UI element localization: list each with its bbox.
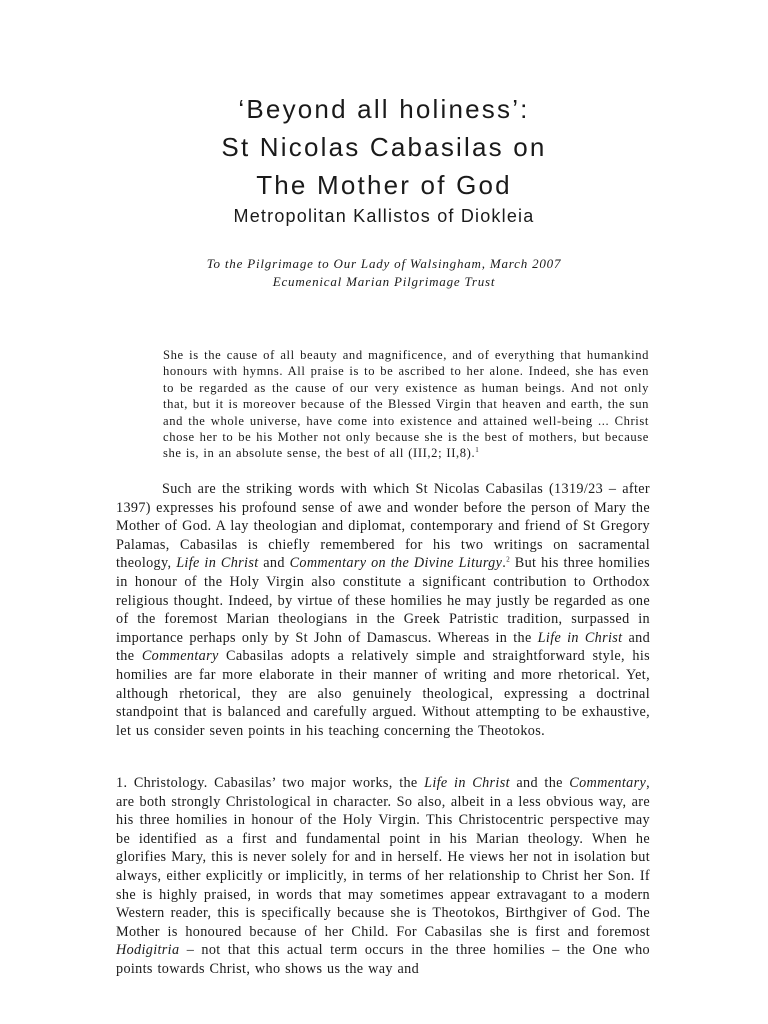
body-paragraph-1 <box>116 480 650 740</box>
paragraph-text: and <box>258 555 290 572</box>
paragraph-text: – not that this actual term occurs in the three homilies – the One who points towards Christ, who shows us the way and <box>116 942 650 977</box>
work-title-commentary: Commentary <box>141 648 219 665</box>
document-title <box>0 90 768 204</box>
footnote-marker-2: 2 <box>506 555 511 564</box>
block-quote <box>163 347 649 462</box>
paragraph-text: and the <box>509 775 570 791</box>
title-line-3: The Mother of God <box>256 170 512 200</box>
work-title-life-in-christ: Life in Christ <box>537 629 623 646</box>
work-title-commentary: Commentary <box>569 775 647 791</box>
title-line-1: ‘Beyond all holiness’: <box>238 94 530 124</box>
dedication <box>0 255 768 291</box>
paragraph-text: But his three homilies in honour of the Holy Virgin also constitute a significant contribution to Orthodox religious thought. Indeed, by virtue of these homilies he may justly be regarded as one of the foremost Marian theologians in the Greek Patristic tradition, surpassed in importance perhaps only by St John of Damascus. Whereas in the <box>116 555 651 646</box>
work-title-commentary: Commentary on the Divine Liturgy <box>289 555 503 572</box>
paragraph-text: and the <box>116 629 651 665</box>
dedication-line-1: To the Pilgrimage to Our Lady of Walsingham, March 2007 <box>206 256 562 271</box>
paragraph-text: Cabasilas adopts a relatively simple and straightforward style, his homilies are far more elaborate in their manner of writing and more rhetorical. Yet, although rhetorical, they are also genuinely theological, expressing a doctrinal standpoint that is balanced and carefully argued. Without attempting to be exhaustive, let us consider seven points in his teaching concerning the Theotokos. <box>116 648 650 739</box>
quote-text: She is the cause of all beauty and magnificence, and of everything that humankind honours with hymns. All praise is to be ascribed to her alone. Indeed, she has even to be regarded as the cause of our very existence as human beings. And not only that, but it is moreover because of the Blessed Virgin that heaven and earth, the sun and the whole universe, have come into existence and attained well-being ... Christ chose her to be his Mother not only because she is the best of mothers, but because she is, in an absolute sense, the best of all (III,2; II,8). <box>163 348 649 461</box>
work-title-life-in-christ: Life in Christ <box>176 555 259 572</box>
paragraph-text: . <box>502 555 507 572</box>
author-line: Metropolitan Kallistos of Diokleia <box>233 206 535 226</box>
dedication-line-2: Ecumenical Marian Pilgrimage Trust <box>272 274 496 289</box>
paragraph-text: Such are the striking words with which St Nicolas Cabasilas (1319/23 – after 1397) expresses his profound sense of awe and wonder before the person of Mary the Mother of God. A lay theologian and diplomat, contemporary and friend of St Gregory Palamas, Cabasilas is chiefly remembered for his two writings on sacramental theology, <box>116 481 650 572</box>
footnote-marker-1: 1 <box>475 446 480 455</box>
term-hodigitria: Hodigitria <box>116 942 180 959</box>
work-title-life-in-christ: Life in Christ <box>424 775 510 791</box>
paragraph-text: 1. Christology. Cabasilas’ two major works, the <box>116 775 425 791</box>
body-paragraph-2 <box>116 774 650 979</box>
title-line-2: St Nicolas Cabasilas on <box>221 132 547 162</box>
paragraph-text: , are both strongly Christological in character. So also, albeit in a less obvious way, are his three homilies in honour of the Holy Virgin. This Christocentric perspective may be identified as a first and fundamental point in his Marian theology. When he glorifies Mary, this is never solely for and in herself. He views her not in isolation but always, either explicitly or implicitly, in terms of her relationship to Christ her Son. If she is highly praised, in words that may sometimes appear extravagant to a modern Western reader, this is specifically because she is Theotokos, Birthgiver of God. The Mother is honoured because of her Child. For Cabasilas she is first and foremost <box>116 775 650 940</box>
